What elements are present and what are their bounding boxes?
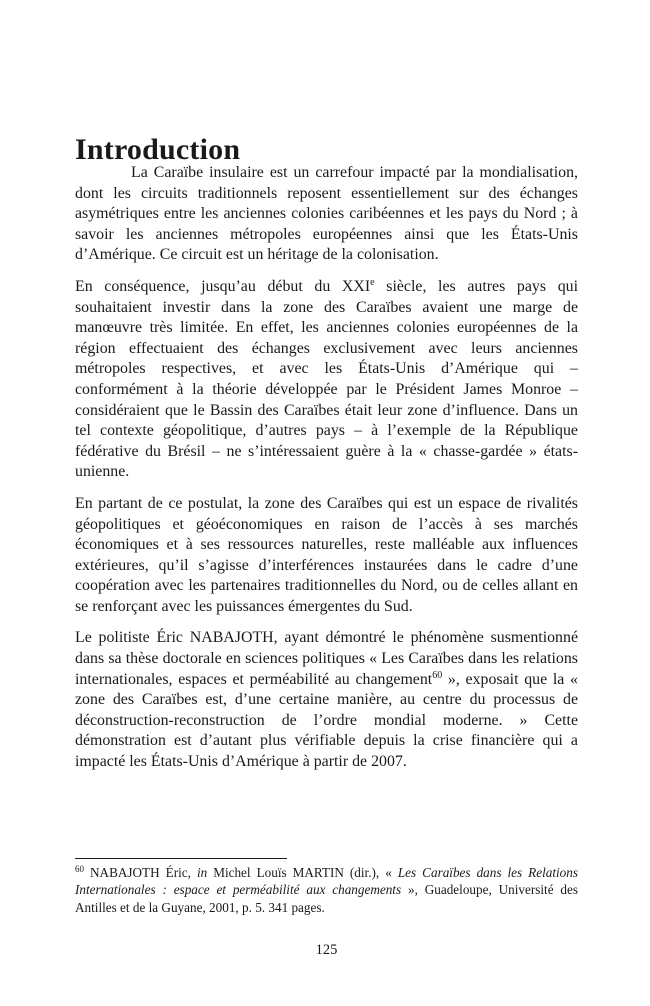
footnote-text-b: Michel Louïs MARTIN (dir.), « — [207, 865, 398, 880]
paragraph-2 — [75, 277, 578, 483]
paragraph-1: La Caraïbe insulaire est un carrefour impacté par la mondialisation, dont les circuits traditionnels reposent essentiellement sur des échanges asymétriques entre les anciennes colonies caribéennes et les pays du Nord ; à savoir les anciennes métropoles européennes ainsi que les États-Unis d’Amérique. Ce circuit est un héritage de la colonisation. — [75, 164, 578, 264]
paragraph-2-part-b: siècle, les autres pays qui souhaitaient investir dans la zone des Caraïbes avaient une marge de manœuvre très limitée. En effet, les anciennes colonies européennes de la région effectuaient des échanges exclusivement avec leurs anciennes métropoles respectives, et avec les États-Unis d’Amérique qui – conformément à la théorie développée par le Président James Monroe – considéraient que le Bassin des Caraïbes était leur zone d’influence. Dans un tel contexte géopolitique, d’autres pays – à l’exemple de la République fédérative du Brésil – ne s’intéressaient guère à la « chasse-gardée » états-unienne. — [75, 277, 578, 481]
footnote-in: in — [196, 865, 208, 880]
paragraph-3: En partant de ce postulat, la zone des Caraïbes qui est un espace de rivalités géopolitiques et géoéconomiques en raison de l’accès à ses marchés économiques et à ses ressources naturelles, reste malléable aux influences extérieures, qu’il s’agisse d’interférences instaurées dans le cadre d’une coopération avec les partenaires traditionnelles du Nord, ou de celles allant en se renforçant avec les puissances émergentes du Sud. — [75, 494, 578, 615]
footnote-number: 60 — [75, 864, 84, 874]
footnote-text-c: », Guadeloupe, Université des Antilles et de la Guyane, 2001, p. 5. 341 pages. — [75, 882, 578, 915]
century-superscript: e — [370, 276, 375, 288]
footnote-title: Les Caraïbes dans les Relations Internationales : espace et perméabilité aux changements — [75, 865, 578, 898]
paragraph-2-part-a: En conséquence, jusqu’au début du XXI — [75, 277, 371, 295]
footnote-reference: 60 — [432, 669, 443, 681]
footnote-separator — [75, 858, 287, 859]
paragraph-4 — [75, 628, 578, 772]
page-number: 125 — [315, 942, 338, 958]
body-text — [75, 163, 578, 784]
paragraph-4-part-b: », exposait que la « zone des Caraïbes est, d’une certaine manière, au centre du processus de déconstruction-reconstruction de l’ordre mondial moderne. » Cette démonstration est d’autant plus vérifiable depuis la crise financière qui a impacté les États-Unis d’Amérique à partir de 2007. — [75, 670, 578, 771]
paragraph-4-part-a: Le politiste Éric NABAJOTH, ayant démontré le phénomène susmentionné dans sa thèse doctorale en sciences politiques « Les Caraïbes dans les relations internationales, espaces et perméabilité au changement — [75, 629, 578, 688]
chapter-heading: Introduction — [75, 133, 241, 166]
footnote — [75, 864, 578, 916]
footnote-text-a: NABAJOTH Éric, — [84, 865, 197, 880]
